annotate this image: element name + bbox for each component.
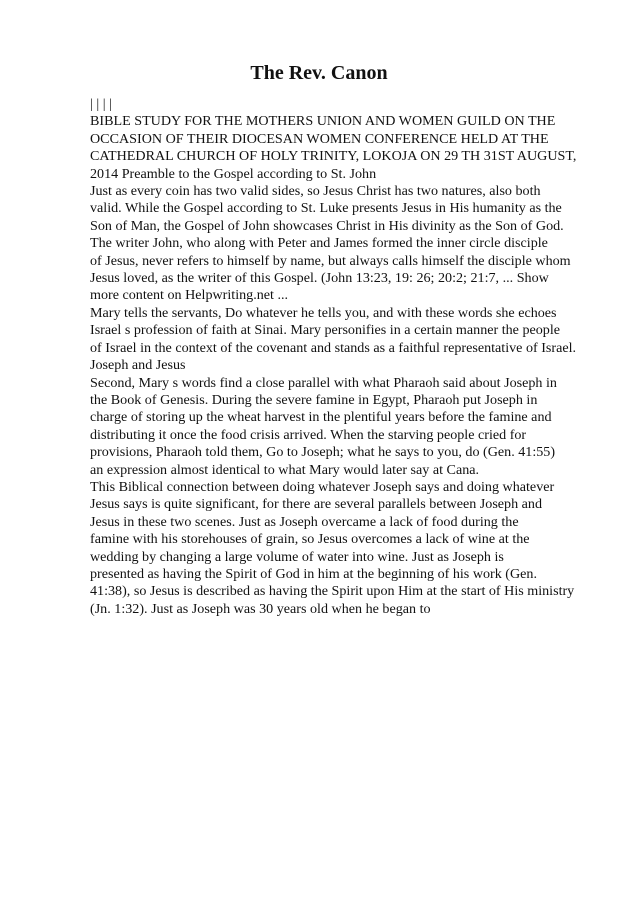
body-line: more content on Helpwriting.net ... <box>90 287 289 304</box>
body-line: of Israel in the context of the covenant and stands as a faithful representative of Israel. <box>90 339 577 356</box>
body-line: This Biblical connection between doing whatever Joseph says and doing whatever <box>90 478 555 495</box>
body-line: Jesus in these two scenes. Just as Joseph overcame a lack of food during the <box>90 513 519 530</box>
body-line: Mary tells the servants, Do whatever he tells you, and with these words she echoes <box>90 304 557 321</box>
body-line: Jesus says is quite significant, for there are several parallels between Joseph and <box>90 496 543 513</box>
body-line: distributing it once the food crisis arrived. When the starving people cried for <box>90 426 527 443</box>
body-line: | | | | <box>90 96 112 112</box>
body-line: (Jn. 1:32). Just as Joseph was 30 years old when he began to <box>90 600 431 617</box>
body-line: of Jesus, never refers to himself by name, but always calls himself the disciple whom <box>90 252 571 269</box>
body-line: Joseph and Jesus <box>90 357 186 374</box>
body-line: valid. While the Gospel according to St. Luke presents Jesus in His humanity as the <box>90 200 562 217</box>
body-line: provisions, Pharaoh told them, Go to Joseph; what he says to you, do (Gen. 41:55) <box>90 444 556 461</box>
body-line: 2014 Preamble to the Gospel according to St. John <box>90 165 377 182</box>
body-line: 41:38), so Jesus is described as having the Spirit upon Him at the start of His ministry <box>90 583 575 600</box>
body-line: presented as having the Spirit of God in him at the beginning of his work (Gen. <box>90 565 538 582</box>
body-line: charge of storing up the wheat harvest in the plentiful years before the famine and <box>90 409 552 426</box>
body-line: BIBLE STUDY FOR THE MOTHERS UNION AND WOMEN GUILD ON THE <box>90 113 556 130</box>
body-line: the Book of Genesis. During the severe famine in Egypt, Pharaoh put Joseph in <box>90 391 538 408</box>
body-line: Israel s profession of faith at Sinai. Mary personifies in a certain manner the people <box>90 322 561 339</box>
document-body <box>90 96 610 618</box>
body-line: Son of Man, the Gospel of John showcases Christ in His divinity as the Son of God. <box>90 217 564 234</box>
body-line: Second, Mary s words find a close parallel with what Pharaoh said about Joseph in <box>90 374 557 391</box>
body-line: wedding by changing a large volume of water into wine. Just as Joseph is <box>90 548 504 565</box>
body-line: CATHEDRAL CHURCH OF HOLY TRINITY, LOKOJA ON 29 TH 31ST AUGUST, <box>90 148 577 165</box>
body-line: OCCASION OF THEIR DIOCESAN WOMEN CONFERENCE HELD AT THE <box>90 130 549 147</box>
body-line: famine with his storehouses of grain, so Jesus overcomes a lack of wine at the <box>90 531 530 548</box>
body-line: The writer John, who along with Peter and James formed the inner circle disciple <box>90 235 548 252</box>
body-line: an expression almost identical to what Mary would later say at Cana. <box>90 461 480 478</box>
document-title: The Rev. Canon <box>250 62 388 84</box>
body-line: Jesus loved, as the writer of this Gospel. (John 13:23, 19: 26; 20:2; 21:7, ... Show <box>90 270 549 287</box>
body-line: Just as every coin has two valid sides, so Jesus Christ has two natures, also both <box>90 183 541 200</box>
